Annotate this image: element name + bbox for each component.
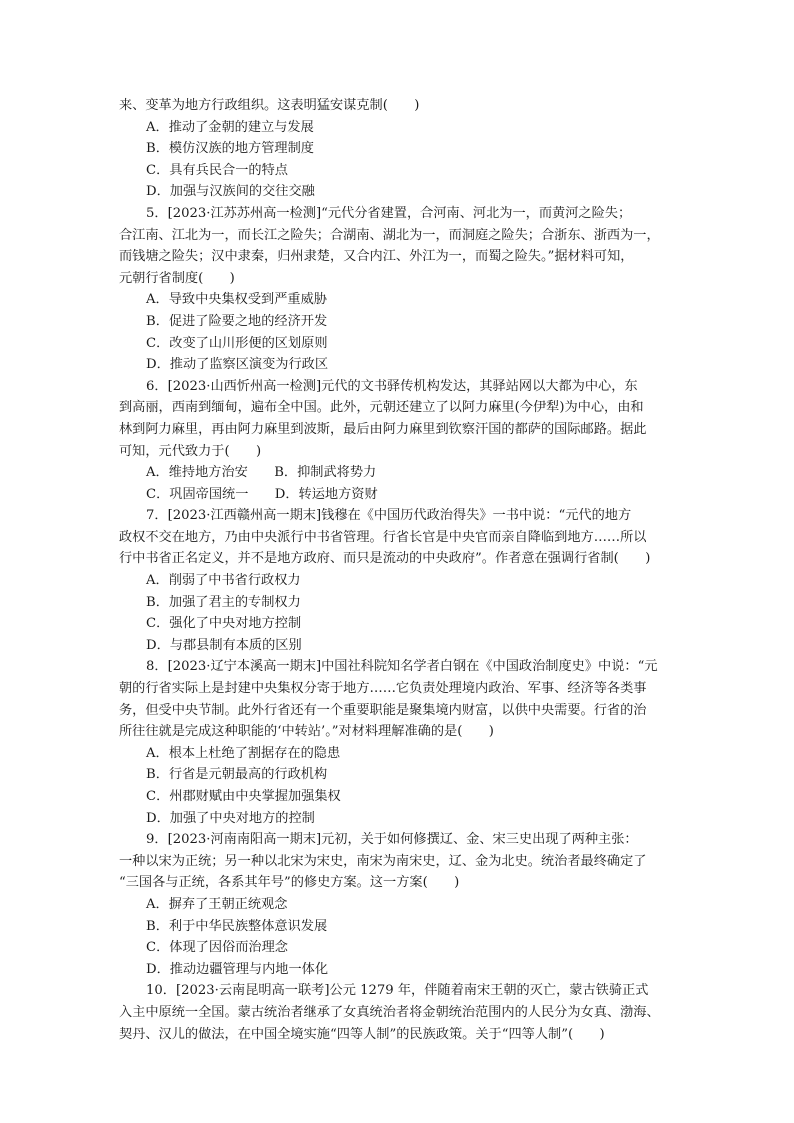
question-8-option-b: B．行省是元朝最高的行政机构: [146, 767, 328, 783]
question-8-stem-line: 所往往就是完成这种职能的‘中转站’。”对材料理解准确的是( ): [119, 724, 494, 740]
question-4-option-a: A．推动了金朝的建立与发展: [146, 119, 314, 135]
question-8-option-a: A．根本上杜绝了割据存在的隐患: [146, 745, 341, 761]
question-7-stem-line: 行中书省正名定义，并不是地方政府、而只是流动的中央政府”。作者意在强调行省制( ): [119, 551, 651, 567]
question-10-stem-line: 10．[2023·云南昆明高一联考]公元 1279 年，伴随着南宋王朝的灭亡，蒙古铁骑正式: [146, 983, 649, 999]
question-6-options-ab: A．维持地方治安 B．抑制武将势力: [146, 465, 377, 481]
question-10-stem-line: 契丹、汉儿的做法，在中国全境实施“四等人制”的民族政策。关于“四等人制”( ): [119, 1026, 605, 1042]
question-7-option-a: A．削弱了中书省行政权力: [146, 573, 301, 589]
question-9-option-c: C．体现了因俗而治理念: [146, 940, 288, 956]
question-9-option-d: D．推动边疆管理与内地一体化: [146, 961, 329, 977]
question-7-stem-line: 7．[2023·江西赣州高一期末]钱穆在《中国历代政治得失》一书中说：“元代的地方: [146, 508, 632, 524]
question-5-option-b: B．促进了险要之地的经济开发: [146, 313, 328, 329]
question-4-option-c: C．具有兵民合一的特点: [146, 162, 288, 178]
question-10-stem-line: 入主中原统一全国。蒙古统治者继承了女真统治者将金朝统治范围内的人民分为女真、渤海、: [119, 1004, 660, 1020]
question-7-option-b: B．加强了君主的专制权力: [146, 594, 301, 610]
question-5-stem-line: 5．[2023·江苏苏州高一检测]“元代分省建置，合河南、河北为一，而黄河之险失；: [146, 205, 632, 221]
question-8-stem-line: 8．[2023·辽宁本溪高一期末]中国社科院知名学者白钢在《中国政治制度史》中说：“元: [146, 659, 658, 675]
question-5-stem-line: 元朝行省制度( ): [119, 270, 235, 286]
question-9-option-b: B．利于中华民族整体意识发展: [146, 918, 328, 934]
question-4-option-d: D．加强与汉族间的交往交融: [146, 184, 315, 200]
question-5-stem-line: 而钱塘之险失；汉中隶秦，归州隶楚，又合内江、外江为一，而蜀之险失。”据材料可知，: [119, 249, 634, 265]
question-7-option-d: D．与郡县制有本质的区别: [146, 637, 302, 653]
question-9-stem-line: “三国各与正统，各系其年号”的修史方案。这一方案( ): [119, 875, 460, 891]
question-6-stem-line: 林到阿力麻里，再由阿力麻里到波斯，最后由阿力麻里到钦察汗国的都萨的国际邮路。据此: [119, 421, 647, 437]
question-9-stem-line: 9．[2023·河南南阳高一期末]元初，关于如何修撰辽、金、宋三史出现了两种主张：: [146, 832, 638, 848]
question-5-option-d: D．推动了监察区演变为行政区: [146, 357, 329, 373]
question-6-options-cd: C．巩固帝国统一 D．转运地方资财: [146, 486, 378, 502]
question-9-option-a: A．摒弃了王朝正统观念: [146, 896, 288, 912]
question-6-stem-line: 6．[2023·山西忻州高一检测]元代的文书驿传机构发达，其驿站网以大都为中心，东: [146, 378, 638, 394]
question-6-stem-line: 可知，元代致力于( ): [119, 443, 262, 459]
question-9-stem-line: 一种以宋为正统；另一种以北宋为宋史，南宋为南宋史，辽、金为北史。统治者最终确定了: [119, 853, 647, 869]
question-8-stem-line: 朝的行省实际上是封建中央集权分寄于地方……它负责处理境内政治、军事、经济等各类事: [119, 681, 647, 697]
question-5-option-c: C．改变了山川形便的区划原则: [146, 335, 328, 351]
question-4-option-b: B．模仿汉族的地方管理制度: [146, 141, 314, 157]
question-7-option-c: C．强化了中央对地方控制: [146, 616, 302, 632]
question-8-stem-line: 务，但受中央节制。此外行省还有一个重要职能是聚集境内财富，以供中央需要。行省的治: [119, 702, 647, 718]
question-7-stem-line: 政权不交在地方，乃由中央派行中书省管理。行省长官是中央官而亲自降临到地方……所以: [119, 529, 647, 545]
question-8-option-c: C．州郡财赋由中央掌握加强集权: [146, 789, 341, 804]
document-body: [119, 95, 679, 1045]
question-6-stem-line: 到高丽，西南到缅甸，遍布全中国。此外，元朝还建立了以阿力麻里(今伊犁)为中心，由和: [119, 400, 644, 416]
question-8-option-d: D．加强了中央对地方的控制: [146, 810, 315, 826]
question-4-stem: 来、变革为地方行政组织。这表明猛安谋克制( ): [119, 98, 420, 113]
question-5-stem-line: 合江南、江北为一，而长江之险失；合湖南、湖北为一，而洞庭之险失；合浙东、浙西为一，: [119, 227, 660, 243]
question-5-option-a: A．导致中央集权受到严重威胁: [146, 292, 327, 308]
